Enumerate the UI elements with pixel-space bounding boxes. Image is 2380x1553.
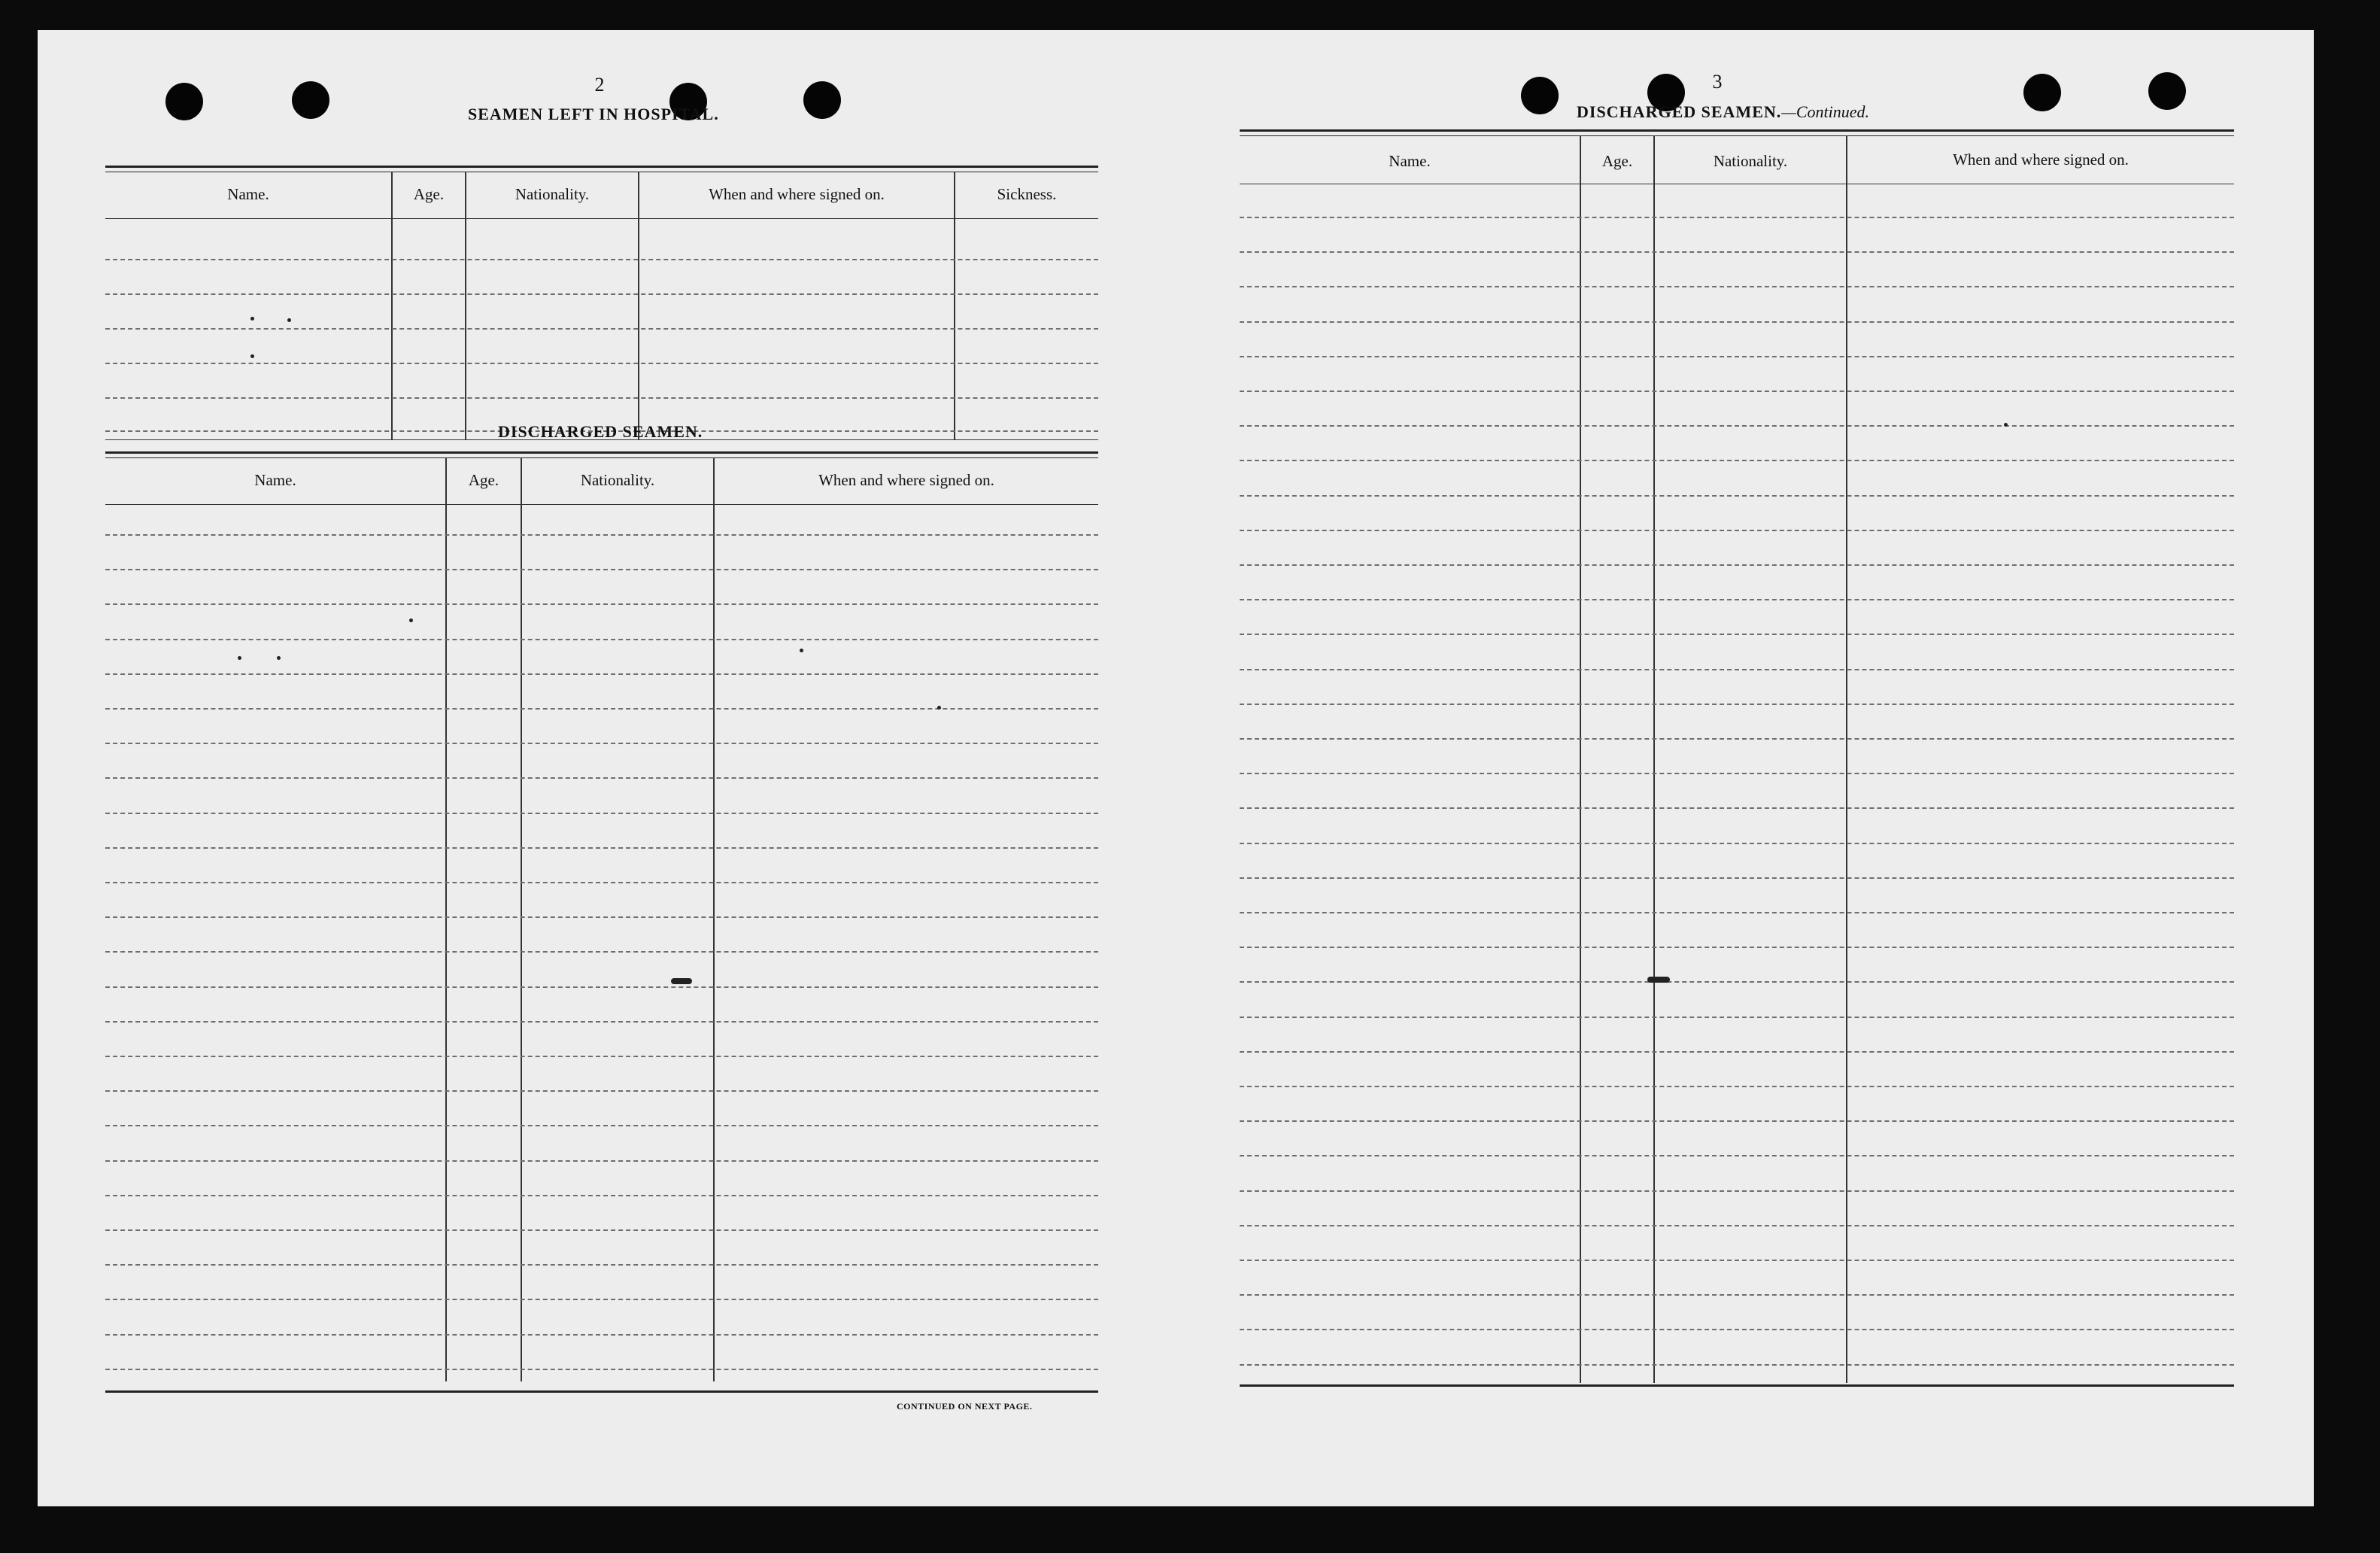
col-header-nationality: Nationality. xyxy=(580,471,655,489)
table-row xyxy=(1240,1120,2234,1122)
table-row xyxy=(105,293,1098,295)
table-row xyxy=(105,1369,1098,1370)
table-row xyxy=(1240,1190,2234,1192)
ink-speck xyxy=(238,656,241,660)
table-row xyxy=(1240,286,2234,287)
ink-speck xyxy=(2004,423,2008,427)
table-row xyxy=(1240,634,2234,635)
table-row xyxy=(1240,1051,2234,1053)
table-row xyxy=(105,1195,1098,1196)
table-row xyxy=(1240,564,2234,566)
table-row xyxy=(1240,321,2234,323)
table-row xyxy=(105,1090,1098,1092)
table-row xyxy=(105,603,1098,605)
punch-hole xyxy=(2023,74,2061,111)
table-row xyxy=(1240,1294,2234,1296)
table-row xyxy=(105,363,1098,364)
table-row xyxy=(105,1229,1098,1231)
table-row xyxy=(1240,912,2234,913)
col-header-age: Age. xyxy=(468,471,499,489)
ink-mark xyxy=(671,978,692,984)
right-title-continued: —Continued. xyxy=(1781,102,1869,121)
table-row xyxy=(1240,669,2234,670)
table-row xyxy=(1240,251,2234,253)
ink-speck xyxy=(800,649,803,652)
table-row xyxy=(105,1264,1098,1266)
table-row xyxy=(1240,1017,2234,1018)
table-row xyxy=(1240,843,2234,844)
punch-hole xyxy=(165,83,203,120)
col-header-when-where: When and where signed on. xyxy=(818,471,994,489)
col-header-name: Name. xyxy=(254,471,296,489)
table-row xyxy=(1240,1260,2234,1261)
document-paper xyxy=(38,30,2314,1506)
table-row xyxy=(105,1056,1098,1057)
table-row xyxy=(1240,738,2234,740)
page-number-right: 3 xyxy=(1712,71,1723,93)
table-row xyxy=(105,328,1098,330)
ink-mark xyxy=(1647,977,1670,983)
ink-speck xyxy=(287,318,291,322)
table-row xyxy=(1240,877,2234,879)
table-row xyxy=(105,777,1098,779)
ink-speck xyxy=(250,354,254,358)
col-header-name: Name. xyxy=(1389,152,1431,170)
table-row xyxy=(1240,981,2234,983)
table-row xyxy=(105,673,1098,675)
discharged-table-right xyxy=(1240,128,2234,1422)
table-row xyxy=(105,847,1098,849)
table-row xyxy=(105,1125,1098,1126)
punch-hole xyxy=(803,81,841,119)
table-row xyxy=(1240,530,2234,531)
table-row xyxy=(1240,1225,2234,1226)
table-row xyxy=(105,951,1098,953)
continued-footer: CONTINUED ON NEXT PAGE. xyxy=(897,1401,1033,1412)
discharged-table-left xyxy=(105,444,1098,1430)
ink-speck xyxy=(250,317,254,321)
table-row xyxy=(105,916,1098,918)
col-header-when-where: When and where signed on. xyxy=(1953,150,2129,169)
table-row xyxy=(105,708,1098,710)
discharged-section-title: DISCHARGED SEAMEN. xyxy=(498,422,703,441)
table-row xyxy=(105,569,1098,570)
table-row xyxy=(1240,704,2234,705)
col-header-nationality: Nationality. xyxy=(1713,152,1788,170)
table-row xyxy=(1240,947,2234,948)
punch-hole xyxy=(292,81,329,119)
col-header-when-where: When and where signed on. xyxy=(709,185,885,203)
table-row xyxy=(1240,460,2234,461)
table-row xyxy=(1240,1155,2234,1156)
table-row xyxy=(105,534,1098,536)
table-row xyxy=(1240,391,2234,392)
punch-hole xyxy=(2148,72,2186,110)
table-row xyxy=(105,986,1098,988)
table-row xyxy=(105,1160,1098,1162)
table-row xyxy=(1240,773,2234,774)
table-row xyxy=(1240,1364,2234,1366)
page-number-left: 2 xyxy=(594,74,605,96)
table-row xyxy=(1240,599,2234,600)
table-row xyxy=(105,639,1098,640)
table-row xyxy=(105,882,1098,883)
table-row xyxy=(105,813,1098,814)
col-header-sickness: Sickness. xyxy=(997,185,1057,203)
table-row xyxy=(105,1021,1098,1023)
table-row xyxy=(105,1334,1098,1336)
punch-hole xyxy=(1521,77,1559,114)
table-row xyxy=(105,743,1098,744)
table-row xyxy=(1240,495,2234,497)
table-row xyxy=(1240,1329,2234,1330)
table-row xyxy=(105,259,1098,260)
table-row xyxy=(105,397,1098,399)
hospital-section-title: SEAMEN LEFT IN HOSPITAL. xyxy=(468,105,719,123)
ink-speck xyxy=(937,706,941,710)
right-title-text: DISCHARGED SEAMEN. xyxy=(1577,102,1782,121)
table-row xyxy=(1240,807,2234,809)
col-header-age: Age. xyxy=(1601,152,1633,170)
ink-speck xyxy=(277,656,281,660)
table-row xyxy=(1240,1086,2234,1087)
table-row xyxy=(105,1299,1098,1300)
table-row xyxy=(1240,425,2234,427)
table-row xyxy=(1240,217,2234,218)
col-header-name: Name. xyxy=(227,185,269,203)
ink-speck xyxy=(409,618,413,622)
hospital-table xyxy=(105,135,1098,451)
right-section-title xyxy=(1577,102,1869,122)
col-header-age: Age. xyxy=(413,185,445,203)
table-row xyxy=(1240,356,2234,357)
col-header-nationality: Nationality. xyxy=(515,185,590,203)
